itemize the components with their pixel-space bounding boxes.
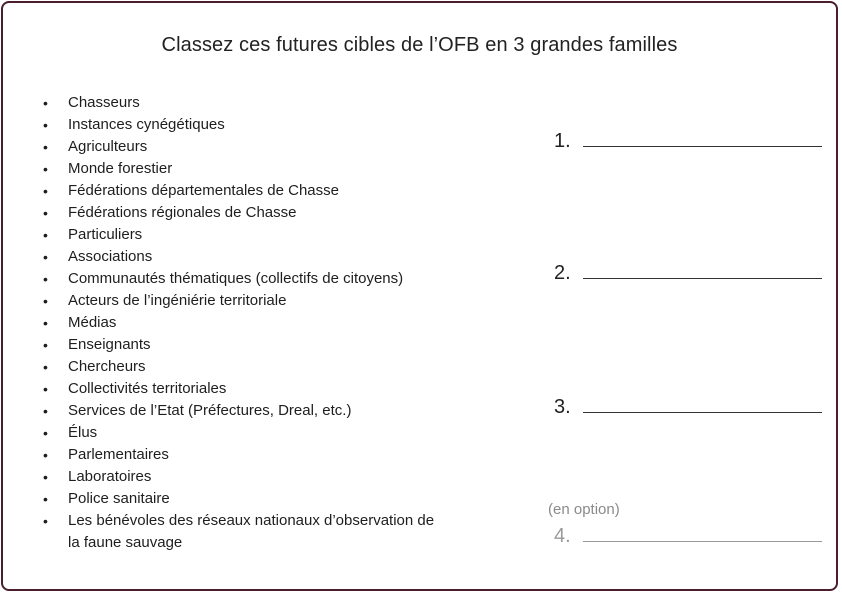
list-item: • Fédérations départementales de Chasse: [41, 180, 448, 202]
list-item: • Élus: [41, 422, 448, 444]
bullet: •: [43, 425, 48, 441]
family-slot-optional[interactable]: [554, 525, 822, 548]
activity-card: [1, 1, 838, 591]
family-number: 1.: [554, 130, 571, 152]
list-item: • Parlementaires: [41, 444, 448, 466]
list-item: • Les bénévoles des réseaux nationaux d’observation de la faune sauvage: [43, 512, 435, 551]
list-item: • Laboratoires: [41, 466, 448, 488]
list-item: • Instances cynégétiques: [41, 114, 448, 136]
bullet: •: [43, 337, 48, 353]
family-number: 3.: [554, 396, 571, 418]
list-item: • Agriculteurs: [41, 136, 448, 158]
target-list: [41, 92, 448, 554]
list-item: • Communautés thématiques (collectifs de citoyens): [41, 268, 448, 290]
bullet: •: [43, 293, 48, 309]
bullet: •: [43, 447, 48, 463]
family-slot-1[interactable]: [554, 130, 822, 153]
bullet: •: [43, 271, 48, 287]
bullet: •: [43, 513, 48, 529]
list-item: • Fédérations régionales de Chasse: [41, 202, 448, 224]
bullet: •: [43, 183, 48, 199]
bullet: •: [43, 95, 48, 111]
bullet: •: [43, 227, 48, 243]
list-item: • Chasseurs: [41, 92, 448, 114]
list-item: • Police sanitaire: [41, 488, 448, 510]
list-item: • Associations: [41, 246, 448, 268]
family-number: 4.: [554, 525, 571, 547]
bullet: •: [43, 161, 48, 177]
card-title: Classez ces futures cibles de l’OFB en 3 grandes familles: [161, 34, 678, 56]
list-item: • Enseignants: [41, 334, 448, 356]
list-item: • Acteurs de l’ingéniérie territoriale: [41, 290, 448, 312]
family-slot-2[interactable]: [554, 262, 822, 285]
list-item: • Services de l’Etat (Préfectures, Dreal, etc.): [41, 400, 448, 422]
list-item: • Collectivités territoriales: [41, 378, 448, 400]
list-item: • Chercheurs: [41, 356, 448, 378]
bullet: •: [43, 469, 48, 485]
bullet: •: [43, 403, 48, 419]
answer-line[interactable]: [583, 541, 822, 542]
bullet: •: [43, 359, 48, 375]
bullet: •: [43, 249, 48, 265]
bullet: •: [43, 381, 48, 397]
list-item: • Médias: [41, 312, 448, 334]
bullet: •: [43, 205, 48, 221]
answer-line[interactable]: [583, 278, 822, 279]
bullet: •: [43, 139, 48, 155]
list-item: • Monde forestier: [41, 158, 448, 180]
list-item: • Particuliers: [41, 224, 448, 246]
family-number: 2.: [554, 262, 571, 284]
bullet: •: [43, 117, 48, 133]
answer-line[interactable]: [583, 412, 822, 413]
answer-line[interactable]: [583, 146, 822, 147]
bullet: •: [43, 491, 48, 507]
optional-label: (en option): [548, 501, 620, 518]
family-slot-3[interactable]: [554, 396, 822, 419]
bullet: •: [43, 315, 48, 331]
